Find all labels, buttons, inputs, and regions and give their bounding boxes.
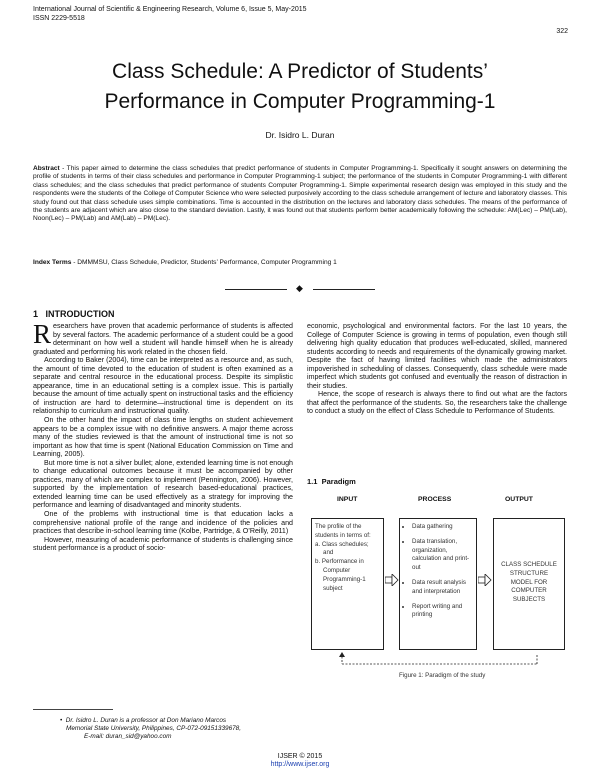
- feedback-arrow-icon: [337, 651, 542, 669]
- footnote-line: Memorial State University, Philippines, CP-072-09151339678,: [66, 725, 242, 732]
- process-header: PROCESS: [418, 496, 452, 503]
- paragraph: economic, psychological and environmental factors. For the last 10 years, the College of Computer Science is growing in terms of population, even though still delivering high quality education that produces well-educated, skilled, mannered students according to needs and requirements of the dynamically growing market. Despite the fact of having limited facilities which made the administrators impoverished in scheduling of classes. Consequently, class schedule were made imperfect which students got confused and eventually the reason of distraction in their studies.: [307, 322, 567, 390]
- process-item: • Data result analysis and interpretation: [412, 579, 476, 597]
- divider-line-right: [313, 289, 375, 290]
- paragraph: According to Baker (2004), time can be interpreted as a resource and, as such, the amount of time devoted to the education of student is often examined as a separate and central resource in the educational process. Despite its simplistic appearance, time in an educational setting is a complex issue. This is partially because the amount of time actually spent on instructional tasks and the efficiency of instruction are hard to determine—instructional time is dependent on its relationship to curriculum and instructional quality.: [33, 356, 293, 416]
- output-header: OUTPUT: [505, 496, 533, 503]
- process-item: • Report writing and printing: [412, 603, 476, 621]
- footnote-line: E-mail: duran_sid@yahoo.com: [84, 733, 172, 740]
- footnote: [60, 717, 300, 741]
- subsection-number: 1.1: [307, 477, 318, 486]
- input-text: The profile of the students in terms of: a. Class schedules; and b. Performance in Computer Programming-1 subject: [315, 523, 371, 592]
- section-heading: [33, 309, 115, 319]
- index-terms: [33, 259, 567, 267]
- paragraph: One of the problems with instructional time is that education lacks a comprehensive national profile of the range and incidence of the policies and practices that describe in-school learning time (Kolbe, Partridge, & O’Reilly, 2011): [33, 510, 293, 536]
- copyright: IJSER © 2015: [277, 753, 323, 760]
- index-terms-label: Index Terms: [33, 259, 72, 266]
- process-list: [400, 523, 476, 620]
- paragraph: But more time is not a silver bullet; alone, extended learning time is not enough to change educational outcomes because it must be accompanied by other practices, many of which are complex to implement (Pennington, 2006). However, supported by the implementation of research based-educational practices, extended learning time can be used effectively as a strategy for improving the performance and learning of disadvantaged and minority students.: [33, 458, 293, 510]
- section-number: 1: [33, 309, 39, 319]
- process-item: • Data gathering: [412, 523, 476, 532]
- footnote-line: • Dr. Isidro L. Duran is a professor at Don Mariano Marcos: [60, 717, 227, 724]
- input-header: INPUT: [337, 496, 358, 503]
- output-text: CLASS SCHEDULE STRUCTURE MODEL FOR COMPUTER SUBJECTS: [501, 561, 557, 604]
- right-column: [307, 322, 567, 416]
- subsection-title: Paradigm: [321, 477, 356, 486]
- abstract-text: - This paper aimed to determine the class schedules that predict performance of students in Computer Programming-1. Specifically it sought answers on determining the profile of students in terms of their class schedules and performance in Computer Programming-1 subject; the performance of the students in Computer Programming-1 with different class schedules; and the class schedules that predict performance of students Computer Programming-1. Simple experimental research design was employed in this study and the respondents were the students of the College of Computer Science who were selected purposively according to the class schedule arrangement of lecture and laboratory classes. This study found out that class schedule uses simple combinations. Time is accounted in the distribution on the lectures and laboratory class schedules. The means of the performance of the students are adjacent which are also close to the standard deviation. Lastly, it was found out that students perform better academically following the schedule: AM(Lec) – PM(Lab), Noon(Lec) – PM(Lab) and AM(Lab) – PM(Lec).: [33, 165, 567, 223]
- footnote-rule: [33, 709, 113, 710]
- paragraph: Hence, the scope of research is always there to find out what are the factors that affect the performance of the students. So, the researchers take the challenge to conduct a study on the effect of Class Schedule to Performance of Students.: [307, 390, 567, 416]
- left-column: [33, 319, 293, 553]
- divider-line-left: [225, 289, 287, 290]
- journal-header: International Journal of Scientific & Engineering Research, Volume 6, Issue 5, May-2015: [33, 6, 307, 13]
- issn: ISSN 2229-5518: [33, 15, 85, 22]
- abstract-label: Abstract: [33, 165, 60, 172]
- input-box: [311, 518, 384, 650]
- index-terms-text: - DMMMSU, Class Schedule, Predictor, Students’ Performance, Computer Programming 1: [71, 259, 337, 266]
- arrow-right-icon: [385, 574, 399, 586]
- process-item: • Data translation, organization, calculation and print-out: [412, 538, 476, 573]
- drop-cap: R: [33, 319, 52, 349]
- divider-diamond: ◆: [296, 283, 303, 293]
- paragraph: Researchers have proven that academic performance of students is affected by several factors. The academic performance of a student could be a good determinant on how well a student will handle himself when he is already graduated and performing his work related in the chosen field.: [33, 319, 293, 356]
- process-box: [399, 518, 477, 650]
- paper-title-line2: Performance in Computer Programming-1: [104, 90, 496, 113]
- paragraph: However, measuring of academic performance of students is challenging since student performance is a product of socio-: [33, 535, 293, 553]
- figure-caption: Figure 1: Paradigm of the study: [399, 672, 486, 679]
- section-title: INTRODUCTION: [45, 309, 115, 319]
- subsection-heading: [307, 477, 356, 486]
- page-number: 322: [556, 28, 568, 35]
- abstract: [33, 165, 567, 224]
- paradigm-figure: [307, 494, 569, 764]
- paragraph: On the other hand the impact of class time lengths on student achievement appears to be a complex issue with no definitive answers. A major theme across many of the studies reviewed is that the amount of instructional time is not so important as how that time is spent (National Education Commission on Time and Learning, 2005).: [33, 416, 293, 459]
- arrow-right-icon: [478, 574, 492, 586]
- author: Dr. Isidro L. Duran: [265, 130, 335, 140]
- output-box: [493, 518, 565, 650]
- paper-title-line1: Class Schedule: A Predictor of Students’: [112, 60, 488, 83]
- journal-url-link[interactable]: http://www.ijser.org: [270, 761, 330, 768]
